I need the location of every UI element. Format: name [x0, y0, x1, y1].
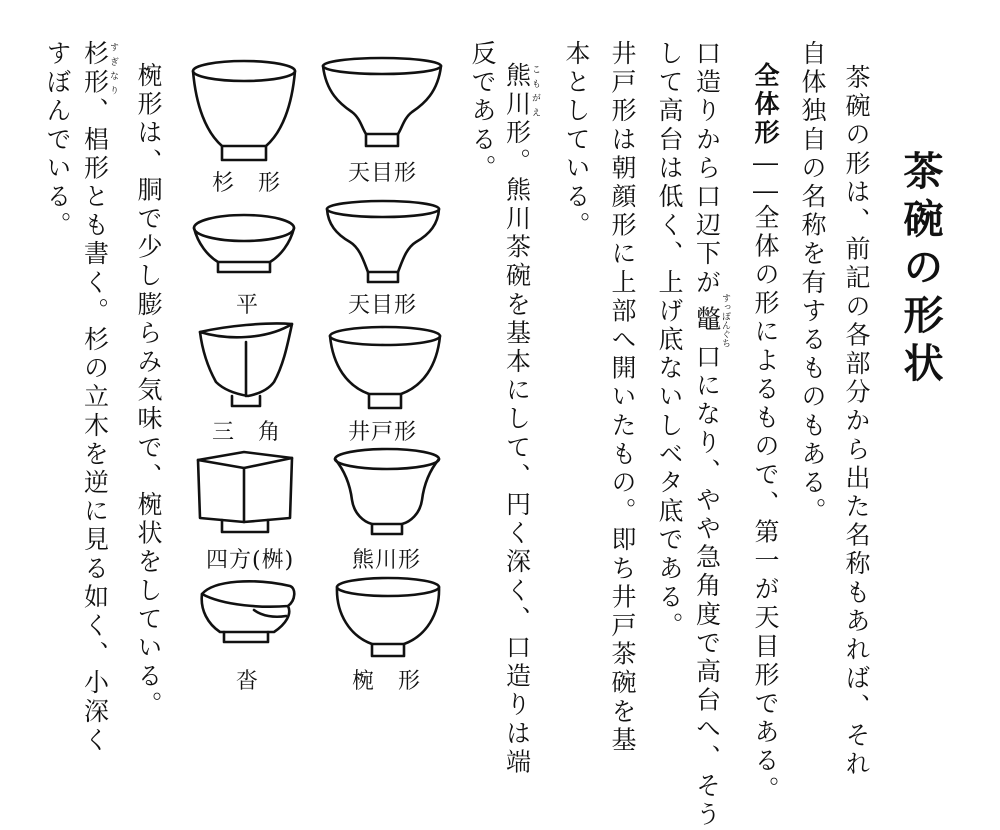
ruby-reading: こもがえ — [530, 62, 540, 120]
text-column — [753, 62, 778, 804]
shape-label: 四方(桝) — [206, 548, 295, 573]
page-title: 茶碗の形状 — [897, 150, 944, 390]
text-column: 本としている。 — [562, 40, 591, 241]
wan-bowl-illustration — [332, 574, 444, 662]
ruby-base: 熊川 — [502, 62, 532, 120]
text-column: 自体独自の名称を有するものもある。 — [798, 40, 827, 527]
text-span: 口造りから口辺下が — [692, 40, 722, 298]
text-span: 口になり、やや急角度で高台へ、そう — [692, 343, 722, 830]
shape-label: 熊川形 — [352, 548, 422, 573]
ruby-base: 鼈 — [692, 293, 722, 348]
tenmoku-bowl-illustration — [322, 196, 444, 288]
shape-label: 三 角 — [212, 420, 282, 445]
text-span: 形。熊川茶碗を基本にして、円く深く、口造りは端 — [502, 119, 532, 778]
shape-label: 椀 形 — [352, 669, 422, 694]
text-column — [502, 62, 541, 778]
sugi-bowl-illustration — [188, 56, 300, 166]
text-column — [80, 40, 119, 756]
yohou-bowl-illustration — [192, 446, 300, 540]
text-span: 全体の形によるもので、第一が天目形である。 — [751, 203, 780, 805]
em-dash: ―― — [751, 147, 780, 204]
ruby-word — [502, 62, 540, 120]
ruby-word — [692, 293, 730, 348]
text-span: 、椙形とも書く。杉の立木を逆に見る如く、小深く — [80, 97, 110, 756]
tenmoku-bowl-illustration — [318, 52, 446, 152]
hira-bowl-illustration — [190, 210, 298, 284]
ruby-reading: すっぽんぐち — [720, 293, 730, 348]
text-column — [692, 40, 731, 830]
ido-bowl-illustration — [325, 322, 445, 414]
shape-label: 天目形 — [348, 161, 418, 186]
sankaku-bowl-illustration — [196, 320, 296, 412]
text-column: して高台は低く、上げ底ないしベタ底である。 — [655, 40, 684, 641]
text-column: 反である。 — [468, 40, 497, 183]
text-column: 椀形は、胴で少し膨らみ気味で、椀状をしている。 — [134, 62, 163, 720]
ruby-word — [80, 40, 118, 98]
kutsu-bowl-illustration — [194, 576, 300, 658]
text-column: 茶碗の形は、前記の各部分から出た名称もあれば、それ — [842, 64, 871, 779]
shape-label: 天目形 — [348, 293, 418, 318]
shape-label: 平 — [236, 293, 260, 318]
shape-label: 杉 形 — [212, 171, 282, 196]
ruby-base: 杉形 — [80, 40, 110, 98]
section-heading: 全体形 — [751, 62, 780, 148]
shape-label: 井戸形 — [348, 420, 418, 445]
text-column: すぼんでいる。 — [43, 40, 72, 241]
kumagawa-bowl-illustration — [330, 444, 444, 540]
text-column: 井戸形は朝顔形に上部へ開いたもの。即ち井戸茶碗を基 — [608, 40, 637, 755]
ruby-reading: すぎなり — [108, 40, 118, 98]
shape-label: 沓 — [236, 669, 260, 694]
